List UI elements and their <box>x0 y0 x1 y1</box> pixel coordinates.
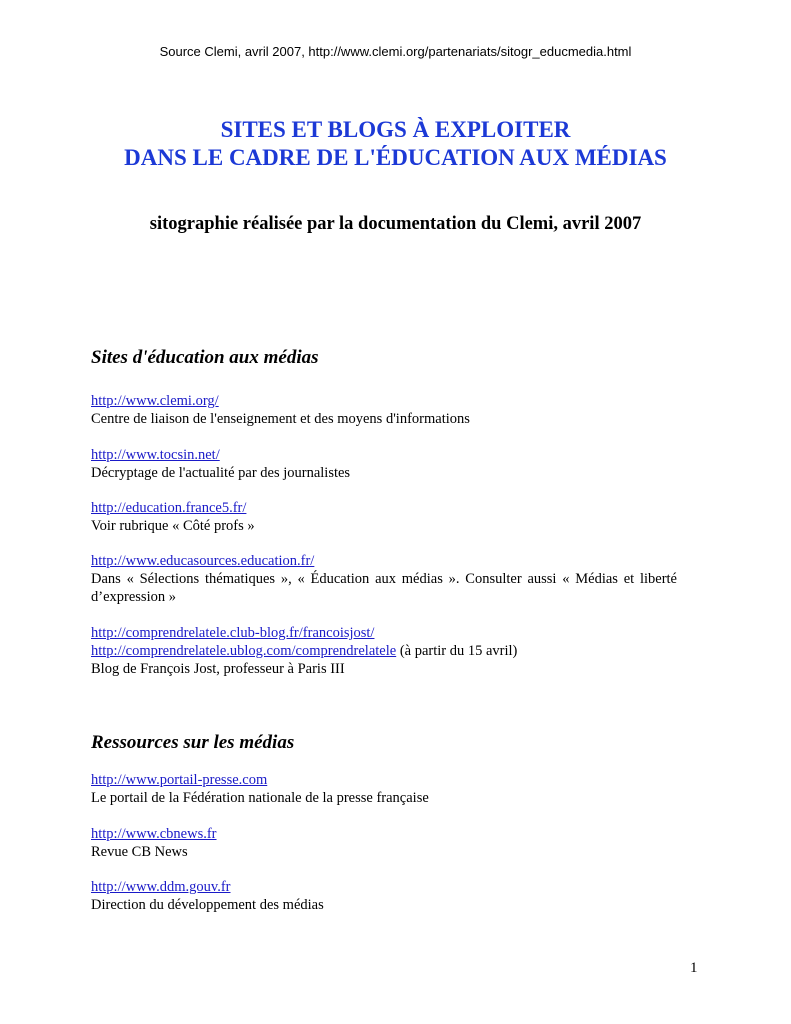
list-item <box>91 499 677 535</box>
entry-description: Le portail de la Fédération nationale de la presse française <box>91 790 429 806</box>
entry-link[interactable]: http://www.educasources.education.fr/ <box>91 553 315 569</box>
entry-link-secondary[interactable]: http://comprendrelatele.ublog.com/comprendrelatele <box>91 643 397 659</box>
entry-link[interactable]: http://www.portail-presse.com <box>91 772 268 788</box>
list-item <box>91 825 677 861</box>
entry-link[interactable]: http://www.clemi.org/ <box>91 393 219 409</box>
entry-description: Décryptage de l'actualité par des journalistes <box>91 465 351 481</box>
list-item <box>91 446 677 482</box>
list-item <box>91 392 677 428</box>
entry-description: Direction du développement des médias <box>91 897 324 913</box>
subtitle: sitographie réalisée par la documentation du Clemi, avril 2007 <box>149 214 642 234</box>
entry-description: Centre de liaison de l'enseignement et des moyens d'informations <box>91 411 470 427</box>
entry-description: Blog de François Jost, professeur à Paris III <box>91 661 345 677</box>
entry-description: Voir rubrique « Côté profs » <box>91 518 255 534</box>
list-item <box>91 552 677 606</box>
entry-link[interactable]: http://www.cbnews.fr <box>91 826 217 842</box>
entry-link-note: (à partir du 15 avril) <box>396 643 518 659</box>
section-heading-resources: Ressources sur les médias <box>91 732 295 753</box>
source-header: Source Clemi, avril 2007, http://www.clemi.org/partenariats/sitogr_educmedia.html <box>159 44 632 59</box>
title-line-1: SITES ET BLOGS À EXPLOITER <box>220 117 571 142</box>
entry-description: Dans « Sélections thématiques », « Éducation aux médias ». Consulter aussi « Médias et liberté d’expression » <box>91 571 677 605</box>
entry-description: Revue CB News <box>91 844 188 860</box>
list-item <box>91 624 677 678</box>
entry-link[interactable]: http://comprendrelatele.club-blog.fr/francoisjost/ <box>91 625 375 641</box>
entry-link[interactable]: http://education.france5.fr/ <box>91 500 247 516</box>
entry-link[interactable]: http://www.tocsin.net/ <box>91 447 220 463</box>
page-number: 1 <box>690 960 698 976</box>
section-heading-education: Sites d'éducation aux médias <box>91 347 319 368</box>
entry-link[interactable]: http://www.ddm.gouv.fr <box>91 879 231 895</box>
list-item <box>91 878 677 914</box>
list-item <box>91 771 677 807</box>
title-line-2: DANS LE CADRE DE L'ÉDUCATION AUX MÉDIAS <box>124 145 667 170</box>
